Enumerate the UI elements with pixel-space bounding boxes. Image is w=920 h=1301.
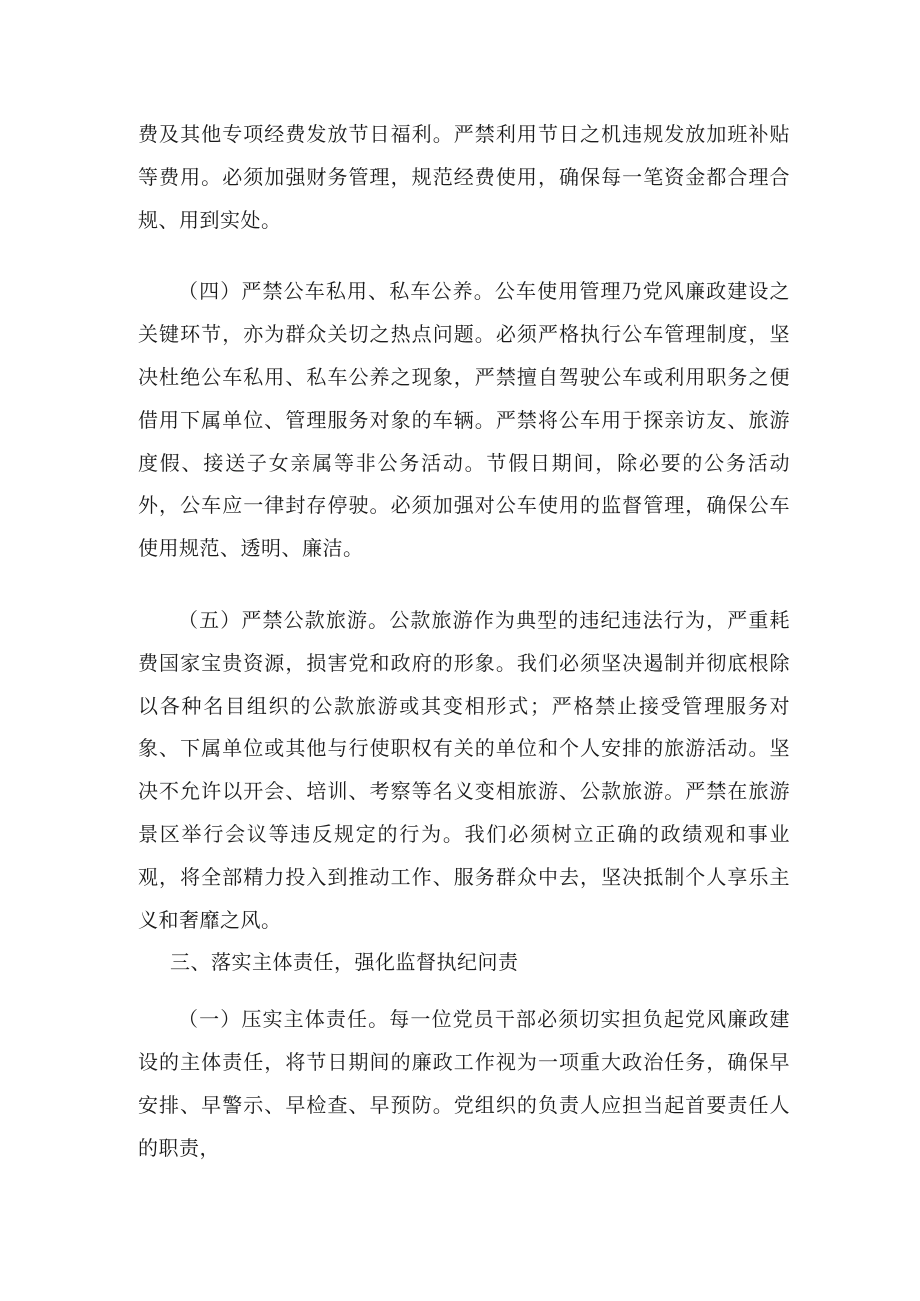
paragraph-public-travel: （五）严禁公款旅游。公款旅游作为典型的违纪违法行为，严重耗费国家宝贵资源，损害党和政府的形象。我们必须坚决遏制并彻底根除以各种名目组织的公款旅游或其变相形式；严格禁止接受管理服务对象、下属单位或其他与行使职权有关的单位和个人安排的旅游活动。坚决不允许以开会、培训、考察等名义变相旅游、公款旅游。严禁在旅游景区举行会议等违反规定的行为。我们必须树立正确的政绩观和事业观，将全部精力投入到推动工作、服务群众中去，坚决抵制个人享乐主义和奢靡之风。 [138,607,790,932]
paragraph-gap [138,984,790,998]
paragraph-continued: 费及其他专项经费发放节日福利。严禁利用节日之机违规发放加班补贴等费用。必须加强财务管理，规范经费使用，确保每一笔资金都合理合规、用到实处。 [138,122,790,232]
paragraph-gap [138,570,790,599]
document-body [138,113,790,1169]
paragraph-public-vehicle: （四）严禁公车私用、私车公养。公车使用管理乃党风廉政建设之关键环节，亦为群众关切之热点问题。必须严格执行公车管理制度，坚决杜绝公车私用、私车公养之现象，严禁擅自驾驶公车或利用职务之便借用下属单位、管理服务对象的车辆。严禁将公车用于探亲访友、旅游度假、接送子女亲属等非公务活动。节假日期间，除必要的公务活动外，公车应一律封存停驶。必须加强对公车使用的监督管理，确保公车使用规范、透明、廉洁。 [138,279,790,561]
paragraph-gap [138,241,790,270]
section-heading: 三、落实主体责任，强化监督执纪问责 [170,950,519,975]
paragraph-main-responsibility: （一）压实主体责任。每一位党员干部必须切实担负起党风廉政建设的主体责任，将节日期间的廉政工作视为一项重大政治任务，确保早安排、早警示、早检查、早预防。党组织的负责人应担当起首要责任人的职责， [138,1007,790,1160]
